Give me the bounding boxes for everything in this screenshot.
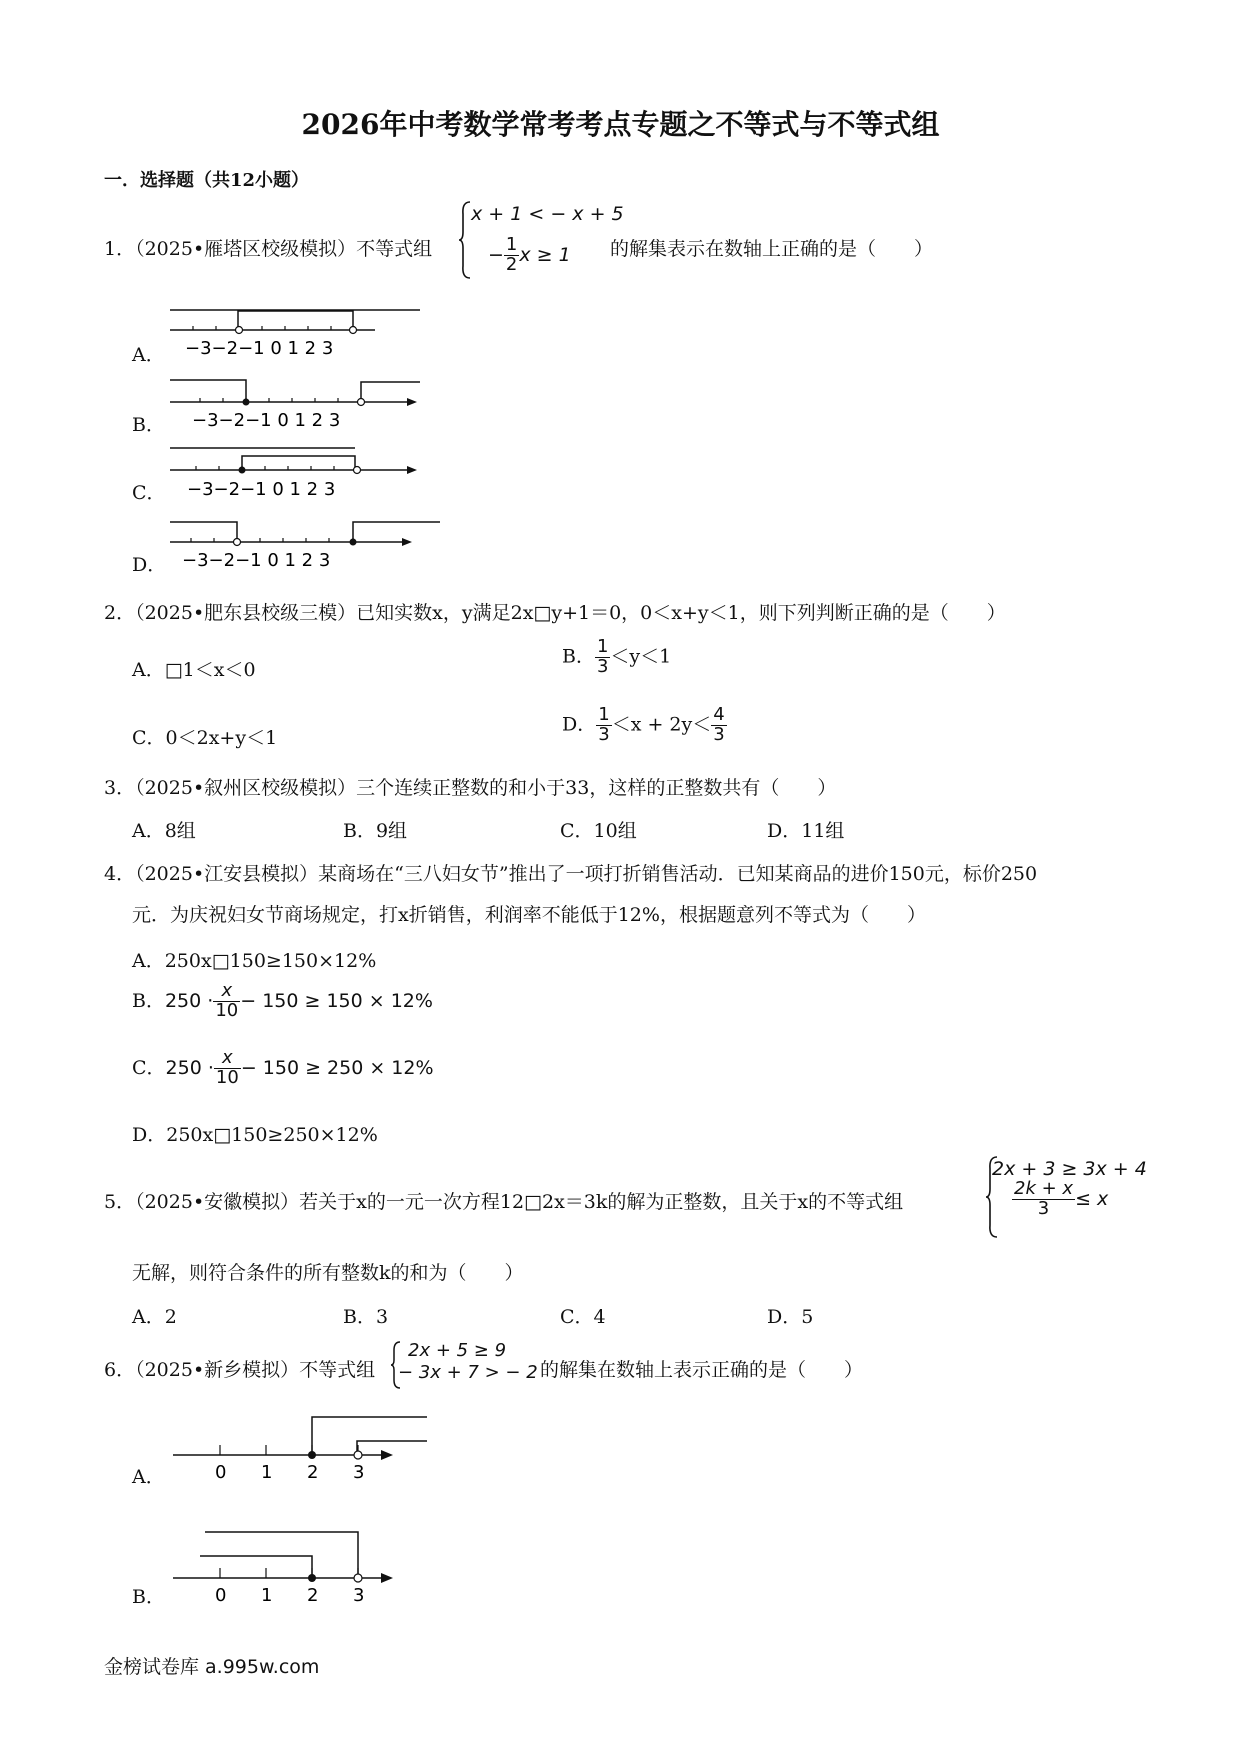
section-heading: 一．选择题（共12小题） (104, 170, 310, 191)
q2-d-num1: 1 (598, 704, 610, 725)
q2-d-den1: 3 (598, 723, 610, 745)
q6-stem-before: 6．（2025•新乡模拟）不等式组 (104, 1359, 376, 1381)
q2-d-label: D． (562, 713, 597, 736)
svg-text:−3−2−1 0 1 2 3: −3−2−1 0 1 2 3 (192, 410, 341, 431)
q4-b-pre: 250 · (164, 989, 214, 1012)
q2-b-label: B． (562, 645, 595, 668)
q2-d-fraction-2 (711, 706, 726, 745)
q1-sys2-den: 2 (505, 253, 518, 275)
q1-d-open-dot (234, 539, 241, 546)
q1-number-line-c (165, 440, 425, 502)
svg-text:−3−2−1 0 1 2 3: −3−2−1 0 1 2 3 (185, 338, 334, 359)
svg-text:−3−2−1 0 1 2 3: −3−2−1 0 1 2 3 (187, 479, 336, 500)
q2-d-fraction-1 (596, 706, 611, 745)
q6-a-tick-2: 2 (307, 1462, 319, 1481)
q1-brace (458, 200, 472, 280)
footer-watermark: 金榜试卷库 a.995w.com (104, 1656, 320, 1678)
q1-a-open-dot-left (236, 327, 243, 334)
q6-system-line-1: 2x + 5 ≥ 9 (408, 1340, 507, 1361)
q1-option-d-label: D． (132, 554, 167, 576)
q5-stem: 5．（2025•安徽模拟）若关于x的一元一次方程12□2x＝3k的解为正整数，且关于x的不等式组 (104, 1191, 904, 1213)
q5-sys2-num: 2k + x (1014, 1178, 1074, 1199)
q4-c-post: − 150 ≥ 250 × 12% (240, 1056, 434, 1079)
q6-a-tick-3: 3 (353, 1462, 365, 1481)
q6-option-b-label: B． (132, 1586, 165, 1608)
q1-option-c-label: C． (132, 482, 166, 504)
q2-option-b (562, 638, 671, 677)
q2-option-c: C．0＜2x+y＜1 (132, 727, 278, 749)
q6-number-line-b (165, 1518, 435, 1604)
q4-option-a: A．250x□150≥150×12% (132, 950, 377, 972)
q4-b-post: − 150 ≥ 150 × 12% (240, 989, 433, 1012)
q6-a-open-dot (354, 1451, 362, 1459)
q6-b-tick-3: 3 (353, 1585, 365, 1604)
q4-b-label: B． (132, 989, 165, 1012)
q6-stem-after: 的解集在数轴上表示正确的是（ ） (540, 1359, 864, 1381)
q1-option-a-label: A． (132, 344, 165, 366)
q1-b-open-dot (358, 399, 365, 406)
q5-system-line-2 (1012, 1180, 1108, 1219)
q3-option-c: C．10组 (560, 820, 637, 842)
q4-c-den: 10 (215, 1066, 239, 1088)
q3-option-b: B．9组 (343, 820, 408, 842)
q5-option-b: B．3 (343, 1306, 389, 1328)
page-title: 2026年中考数学常考考点专题之不等式与不等式组 (301, 108, 940, 141)
q4-option-d: D．250x□150≥250×12% (132, 1124, 378, 1146)
q5-system-line-1: 2x + 3 ≥ 3x + 4 (992, 1158, 1147, 1180)
q1-option-b-label: B． (132, 414, 165, 436)
q2-b-den: 3 (596, 655, 609, 677)
q2-option-d (562, 706, 727, 745)
q1-system-line-2 (488, 236, 571, 275)
q1-stem-before: 1．（2025•雁塔区校级模拟）不等式组 (104, 238, 433, 260)
q4-option-b (132, 982, 433, 1021)
q6-b-tick-2: 2 (307, 1585, 319, 1604)
q2-option-a: A．□1＜x＜0 (132, 659, 256, 681)
q1-stem-after: 的解集表示在数轴上正确的是（ ） (610, 238, 934, 260)
q5-option-a: A．2 (132, 1306, 177, 1328)
q1-c-open-dot (354, 467, 361, 474)
q5-option-d: D．5 (767, 1306, 814, 1328)
q6-b-tick-0: 0 (215, 1585, 227, 1604)
q2-b-rest: ＜y＜1 (610, 645, 672, 668)
q6-number-line-a (165, 1405, 435, 1481)
q2-stem: 2．（2025•肥东县校级三模）已知实数x，y满足2x□y+1＝0，0＜x+y＜1，则下列判断正确的是（ ） (104, 602, 1006, 624)
q5-sys2-den: 3 (1012, 1199, 1075, 1219)
q4-c-num: x (222, 1047, 233, 1068)
q1-sys2-num: 1 (505, 234, 518, 255)
q1-sys2-fraction (504, 236, 519, 275)
q2-d-num2: 4 (713, 704, 725, 725)
q1-number-line-a (165, 300, 425, 362)
q1-system-line-1: x + 1 < − x + 5 (471, 203, 624, 225)
q6-system-line-2: − 3x + 7 > − 2 (398, 1362, 538, 1383)
q2-d-den2: 3 (713, 723, 725, 745)
q6-a-solid-dot (308, 1451, 316, 1459)
q6-a-tick-0: 0 (215, 1462, 227, 1481)
q4-b-num: x (221, 980, 233, 1001)
q1-b-solid-dot (243, 399, 250, 406)
q2-d-mid: ＜x + 2y＜ (611, 713, 712, 736)
q6-b-open-dot (354, 1574, 362, 1582)
q5-stem-line-2: 无解，则符合条件的所有整数k的和为（ ） (132, 1262, 524, 1284)
svg-text:−3−2−1 0 1 2 3: −3−2−1 0 1 2 3 (182, 550, 331, 571)
q5-sys2-fraction (1012, 1180, 1075, 1219)
q4-c-fraction (214, 1049, 241, 1088)
q1-d-solid-dot (350, 539, 357, 546)
q4-stem-line-1: 4．（2025•江安县模拟）某商场在“三八妇女节”推出了一项打折销售活动．已知某商品的进价150元，标价250 (104, 863, 1038, 885)
q4-b-fraction (213, 982, 240, 1021)
q1-number-line-b (165, 372, 425, 432)
q2-b-num: 1 (596, 636, 609, 657)
q1-sys2-minus: − (488, 243, 504, 266)
q6-a-tick-1: 1 (261, 1462, 273, 1481)
q4-stem-line-2: 元．为庆祝妇女节商场规定，打x折销售，利润率不能低于12%，根据题意列不等式为（ ） (132, 904, 926, 926)
q1-c-solid-dot (239, 467, 246, 474)
q3-option-d: D．11组 (767, 820, 845, 842)
q1-sys2-rest: x ≥ 1 (519, 243, 571, 266)
q1-number-line-d (165, 512, 445, 572)
q5-option-c: C．4 (560, 1306, 606, 1328)
q2-b-fraction (595, 638, 610, 677)
q3-stem: 3．（2025•叙州区校级模拟）三个连续正整数的和小于33，这样的正整数共有（ ） (104, 777, 837, 799)
q4-option-c (132, 1049, 434, 1088)
q4-b-den: 10 (215, 999, 239, 1021)
q1-a-open-dot-right (350, 327, 357, 334)
q6-b-tick-1: 1 (261, 1585, 273, 1604)
q6-option-a-label: A． (132, 1466, 165, 1488)
q4-c-label: C． (132, 1056, 166, 1079)
q5-sys2-post: ≤ x (1075, 1187, 1109, 1210)
q3-option-a: A．8组 (132, 820, 196, 842)
q4-c-pre: 250 · (165, 1056, 214, 1079)
q6-b-solid-dot (308, 1574, 316, 1582)
